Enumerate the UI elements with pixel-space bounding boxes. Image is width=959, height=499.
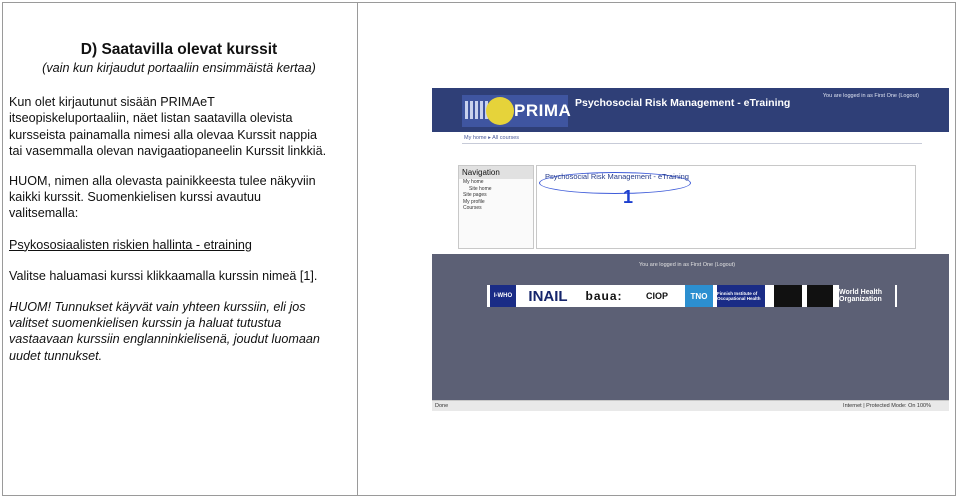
portal-header bbox=[432, 88, 949, 132]
partner-logo-who: World Health Organization bbox=[839, 285, 895, 307]
intro-line-2: itseopiskeluportaaliin, näet listan saatavilla olevista bbox=[9, 111, 293, 126]
logo-text: PRIMA bbox=[514, 101, 572, 120]
portal-login-info[interactable]: You are logged in as First One (Logout) bbox=[822, 93, 919, 99]
note-line-1: HUOM, nimen alla olevasta painikkeesta tulee näkyviin bbox=[9, 174, 316, 189]
nav-item-site-pages[interactable]: Site pages bbox=[463, 192, 487, 198]
partner-logo-dark-2 bbox=[807, 285, 833, 307]
note-line-3: valitsemalla: bbox=[9, 206, 79, 221]
nav-item-my-home[interactable]: My home bbox=[463, 179, 484, 185]
warning-line-4: uudet tunnukset. bbox=[9, 348, 103, 363]
partner-logos bbox=[487, 285, 897, 307]
breadcrumb[interactable]: My home ▸ All courses bbox=[464, 135, 520, 141]
browser-status-bar bbox=[432, 400, 949, 411]
course-name-link[interactable]: Psychosocial Risk Management - eTraining bbox=[545, 172, 689, 181]
divider bbox=[462, 143, 922, 144]
partner-logo-inail: INAIL bbox=[528, 287, 568, 305]
course-link[interactable]: Psykososiaalisten riskien hallinta - etraining bbox=[9, 237, 252, 252]
nav-item-site-home[interactable]: Site home bbox=[469, 185, 492, 192]
text-column bbox=[9, 40, 349, 364]
warning-line-2: valitset suomenkielisen kurssin ja haluat tutustua bbox=[9, 316, 282, 331]
portal-screenshot bbox=[432, 88, 949, 411]
course-list-panel bbox=[536, 165, 916, 249]
intro-line-1: Kun olet kirjautunut sisään PRIMAeT bbox=[9, 95, 215, 110]
prima-logo bbox=[462, 95, 572, 127]
portal-title: Psychosocial Risk Management - eTraining bbox=[575, 97, 791, 109]
partner-logo-baua: baua: bbox=[585, 289, 623, 303]
navigation-panel bbox=[458, 165, 534, 249]
footer-login-info[interactable]: You are logged in as First One (Logout) bbox=[639, 262, 736, 268]
nav-item-courses[interactable]: Courses bbox=[463, 205, 482, 211]
note-line-2: kaikki kurssit. Suomenkielisen kurssi avautuu bbox=[9, 190, 261, 205]
partner-logo-tno: TNO bbox=[685, 285, 713, 307]
page-title: D) Saatavilla olevat kurssit bbox=[80, 41, 278, 58]
course-marker: 1 bbox=[623, 187, 634, 207]
portal-footer bbox=[432, 254, 949, 400]
navigation-title: Navigation bbox=[459, 166, 533, 179]
intro-line-3: kursseista painamalla nimesi alla olevaa Kurssit nappia bbox=[9, 127, 318, 142]
warning-line-3: vastaavaan kurssiin englanninkielisenä, joudut luomaan bbox=[9, 332, 320, 347]
instruction-text: Valitse haluamasi kurssi klikkaamalla kurssin nimeä [1]. bbox=[9, 268, 318, 283]
partner-logo-ciop: CIOP bbox=[645, 291, 668, 301]
logo-bars-icon bbox=[465, 101, 488, 119]
nav-item-my-profile[interactable]: My profile bbox=[463, 198, 485, 205]
page-subtitle: (vain kun kirjaudut portaaliin ensimmäistä kertaa) bbox=[42, 61, 316, 75]
status-left-text: Done bbox=[435, 403, 449, 409]
partner-logo-dark-1 bbox=[774, 285, 802, 307]
partner-logo-iwho: I-WHO bbox=[490, 285, 516, 307]
globe-icon bbox=[486, 97, 514, 125]
intro-line-4: tai vasemmalla olevan navigaatiopaneelin Kurssit linkkiä. bbox=[9, 143, 327, 158]
warning-line-1: HUOM! Tunnukset käyvät vain yhteen kurssiin, eli jos bbox=[9, 300, 306, 315]
status-right-text: Internet | Protected Mode: On 100% bbox=[843, 403, 931, 409]
partner-logo-fioh: Finnish Institute of Occupational Health bbox=[717, 285, 765, 307]
